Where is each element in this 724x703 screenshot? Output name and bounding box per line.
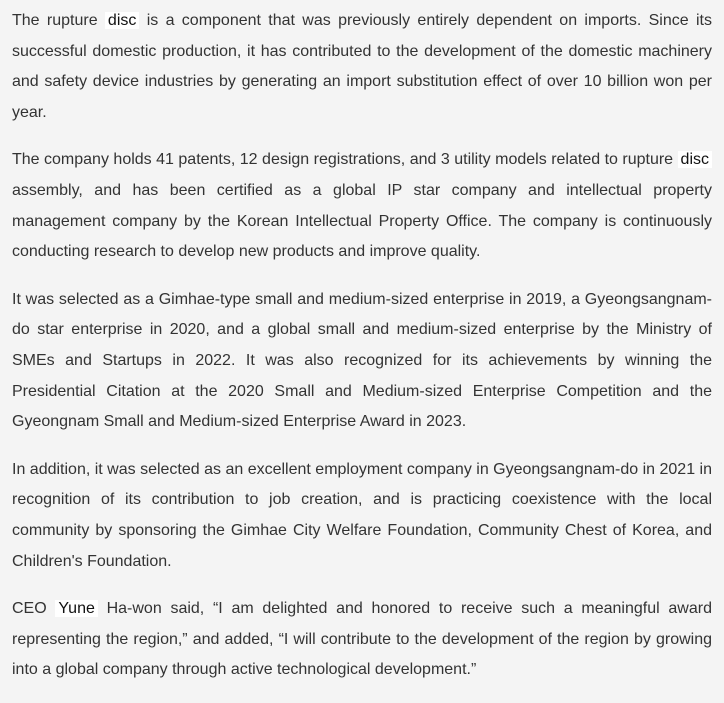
paragraph-text: The company holds 41 patents, 12 design registrations, and 3 utility models related to rupture: [12, 151, 674, 169]
paragraph-text: Ha-won said, “I am delighted and honored to receive such a meaningful award representing the region,” and added, “I will contribute to the development of the region by growing into a global company through active technological development.”: [12, 600, 712, 679]
highlighted-term: disc: [678, 151, 712, 168]
paragraph-text: assembly, and has been certified as a global IP star company and intellectual property management company by the Korean Intellectual Property Office. The company is continuously conducting research to develop new products and improve quality.: [12, 181, 712, 261]
paragraph-text: The rupture: [12, 12, 98, 29]
paragraph-employment: [12, 455, 712, 577]
paragraph-text: is a component that was previously entirely dependent on imports. Since its successful domestic production, it has contributed to the development of the domestic machinery and safety device industries by generating an import substitution effect of over 10 billion won per year.: [12, 12, 712, 121]
paragraph-text: CEO: [12, 600, 47, 618]
highlighted-name: Yune: [55, 600, 97, 617]
paragraph-text: It was selected as a Gimhae-type small and medium-sized enterprise in 2019, a Gyeongsangnam-do star enterprise in 2020, and a global small and medium-sized enterprise by the Ministry of SMEs and Startups in 2022. It was also recognized for its achievements by winning the Presidential Citation at the 2020 Small and Medium-sized Enterprise Competition and the Gyeongnam Small and Medium-sized Enterprise Award in 2023.: [12, 290, 712, 431]
paragraph-patents: [12, 145, 712, 267]
paragraph-awards: [12, 285, 712, 438]
paragraph-ceo-quote: [12, 594, 712, 686]
article-body: [12, 6, 712, 703]
paragraph-rupture-disc: [12, 6, 712, 128]
paragraph-text: In addition, it was selected as an excellent employment company in Gyeongsangnam-do in 2021 in recognition of its contribution to job creation, and is practicing coexistence with the local community by sponsoring the Gimhae City Welfare Foundation, Community Chest of Korea, and Children's Foundation.: [12, 460, 712, 570]
highlighted-term: disc: [105, 12, 139, 29]
